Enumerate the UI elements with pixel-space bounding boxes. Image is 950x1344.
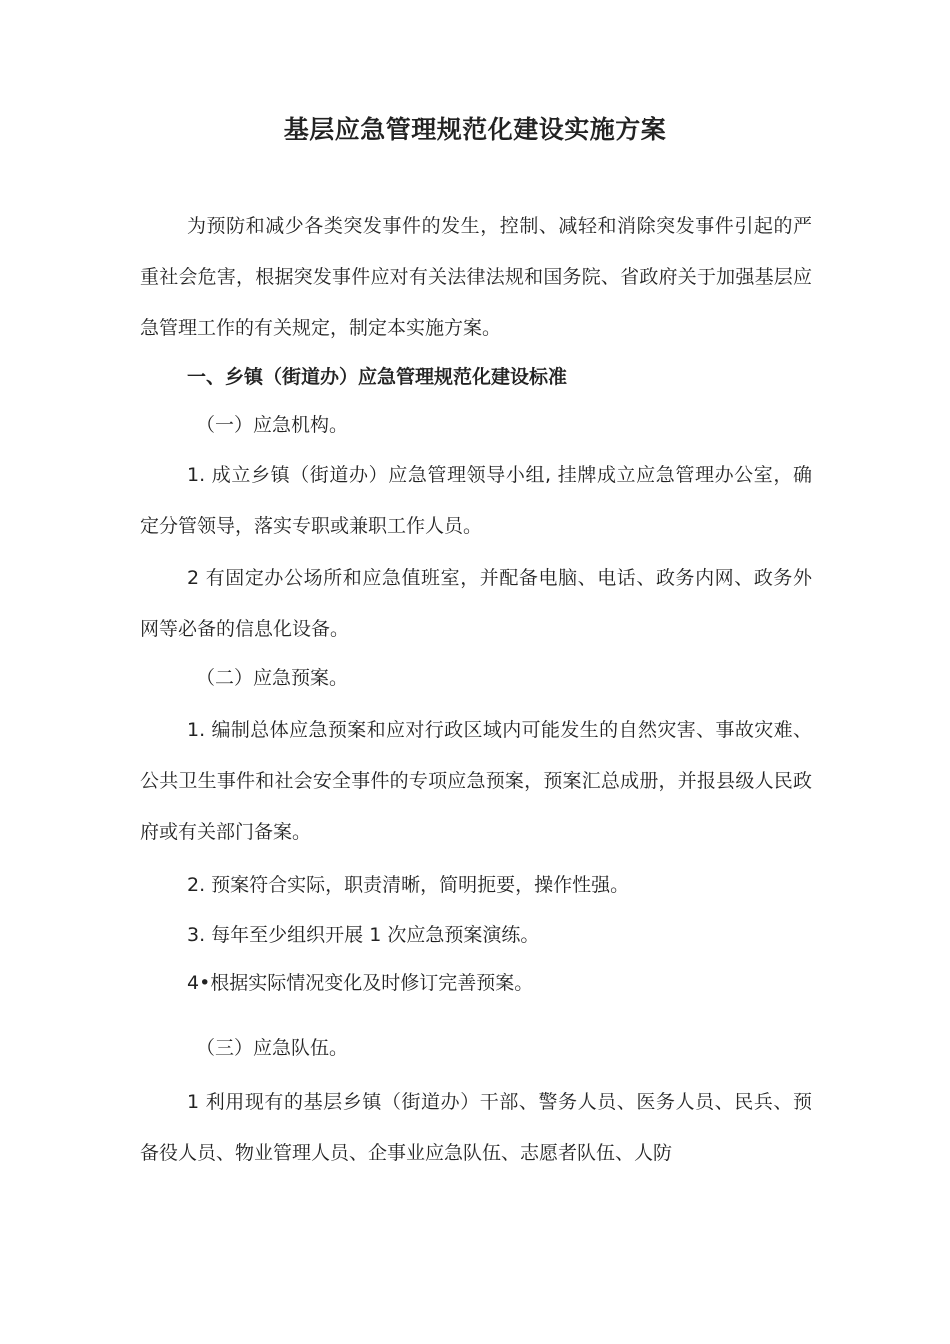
paragraph-plans-item-3: 3. 每年至少组织开展 1 次应急预案演练。 — [187, 924, 540, 946]
paragraph-agency-item-2: 2 有固定办公场所和应急值班室，并配备电脑、电话、政务内网、政务外网等必备的信息化设备。 — [140, 567, 812, 640]
paragraph-plans-item-4: 4•根据实际情况变化及时修订完善预案。 — [187, 972, 534, 994]
section-heading: 一、乡镇（街道办）应急管理规范化建设标准 — [187, 366, 568, 388]
subsection-heading-agency: （一）应急机构。 — [196, 414, 349, 436]
subsection-heading-plans: （二）应急预案。 — [196, 667, 349, 689]
subsection-heading-teams: （三）应急队伍。 — [196, 1037, 349, 1059]
paragraph-plans-item-2: 2. 预案符合实际，职责清晰，简明扼要，操作性强。 — [187, 874, 630, 896]
paragraph-plans-item-1: 1. 编制总体应急预案和应对行政区域内可能发生的自然灾害、事故灾难、公共卫生事件和社会安全事件的专项应急预案，预案汇总成册，并报县级人民政府或有关部门备案。 — [140, 719, 812, 843]
intro-paragraph: 为预防和减少各类突发事件的发生，控制、减轻和消除突发事件引起的严重社会危害，根据突发事件应对有关法律法规和国务院、省政府关于加强基层应急管理工作的有关规定，制定本实施方案。 — [140, 215, 812, 339]
paragraph-agency-item-1: 1. 成立乡镇（街道办）应急管理领导小组, 挂牌成立应急管理办公室，确定分管领导，落实专职或兼职工作人员。 — [140, 464, 812, 537]
paragraph-teams-item-1: 1 利用现有的基层乡镇（街道办）干部、警务人员、医务人员、民兵、预备役人员、物业管理人员、企事业应急队伍、志愿者队伍、人防 — [140, 1091, 812, 1164]
document-title: 基层应急管理规范化建设实施方案 — [283, 115, 667, 144]
